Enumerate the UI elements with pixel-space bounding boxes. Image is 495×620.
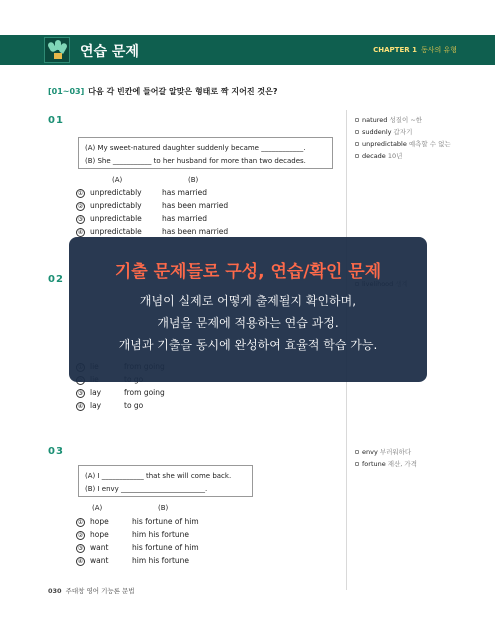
- vocab-item: [355, 150, 451, 162]
- answer-choice[interactable]: [76, 188, 208, 200]
- choice-number: ①: [77, 190, 84, 197]
- choice-a: want: [90, 543, 109, 552]
- vocab-word: decade: [362, 152, 386, 160]
- answer-choice[interactable]: [76, 401, 144, 413]
- vocab-word: envy: [362, 448, 378, 456]
- book-title: 주대창 영어 기능론 문법: [65, 587, 135, 595]
- vocab-word: natured: [362, 116, 388, 124]
- choice-a: lay: [90, 401, 102, 410]
- choice-a: unpredictably: [90, 201, 142, 210]
- choice-b: his fortune of him: [132, 543, 199, 552]
- choice-number: ③: [77, 216, 84, 223]
- page-footer: [48, 586, 135, 595]
- choice-a: lay: [90, 388, 102, 397]
- promo-overlay: [69, 237, 427, 382]
- chapter-label: [373, 45, 457, 55]
- overlay-title: 기출 문제들로 구성, 연습/확인 문제: [114, 262, 382, 282]
- choice-b: to go: [124, 401, 144, 410]
- vocab-word: unpredictable: [362, 140, 407, 148]
- question-box: [78, 465, 253, 497]
- vocab-meaning: 예측할 수 없는: [408, 140, 451, 148]
- vocab-meaning: 재산, 가격: [387, 460, 417, 468]
- page-title: 연습 문제: [80, 44, 139, 60]
- question-line: (A) I ____________ that she will come back.: [85, 472, 232, 480]
- overlay-line: 개념이 실제로 어떻게 출제될지 확인하며,: [139, 294, 357, 308]
- question-line: (A) My sweet-natured daughter suddenly became ____________.: [85, 144, 306, 152]
- choice-b: has married: [162, 188, 208, 197]
- chapter-subtitle: 동사의 유형: [420, 46, 457, 54]
- vocab-meaning: 성질이 ~한: [389, 116, 423, 124]
- vocab-item: [355, 458, 417, 470]
- question-line: (B) I envy ________________________.: [85, 485, 208, 493]
- question-number: 02: [48, 274, 64, 285]
- choice-b: him his fortune: [132, 556, 190, 565]
- vocab-word: suddenly: [362, 128, 392, 136]
- choice-number: ②: [77, 203, 84, 210]
- vocab-meaning: 부러워하다: [379, 448, 412, 456]
- answer-choice[interactable]: [76, 214, 208, 226]
- plant-icon: [44, 37, 70, 63]
- choice-a: want: [90, 556, 109, 565]
- column-header-b: (B): [158, 504, 169, 512]
- choice-b: has married: [162, 214, 208, 223]
- answer-choice[interactable]: [76, 388, 165, 400]
- chapter-header: [0, 35, 495, 65]
- overlay-line: 개념을 문제에 적용하는 연습 과정.: [157, 316, 339, 330]
- column-header-a: (A): [112, 176, 123, 184]
- vocab-item: [355, 114, 451, 126]
- page-number: 030: [48, 587, 62, 595]
- vocab-list: [355, 446, 417, 470]
- choice-number: ④: [77, 558, 84, 565]
- choice-number: ②: [77, 532, 84, 539]
- choice-a: unpredictable: [90, 214, 142, 223]
- vocab-item: [355, 446, 417, 458]
- answer-choice[interactable]: [76, 201, 229, 213]
- question-number: 01: [48, 115, 64, 126]
- overlay-line: 개념과 기출을 동시에 완성하여 효율적 학습 가능.: [118, 338, 378, 352]
- question-number: 03: [48, 446, 64, 457]
- question-line: (B) She ___________ to her husband for more than two decades.: [85, 157, 306, 165]
- choice-b: has been married: [162, 227, 229, 236]
- choice-number: ④: [77, 229, 84, 236]
- chapter-number: CHAPTER 1: [373, 46, 417, 54]
- vocab-item: [355, 138, 451, 150]
- instruction: [48, 86, 278, 97]
- choice-b: has been married: [162, 201, 229, 210]
- answer-choice[interactable]: [76, 556, 190, 568]
- answer-choice[interactable]: [76, 530, 190, 542]
- vocab-meaning: 10년: [387, 152, 403, 160]
- vocab-word: fortune: [362, 460, 386, 468]
- choice-b: him his fortune: [132, 530, 190, 539]
- column-header-b: (B): [188, 176, 199, 184]
- choice-number: ③: [77, 390, 84, 397]
- choice-number: ①: [77, 519, 84, 526]
- vocab-list: [355, 114, 451, 162]
- choice-b: his fortune of him: [132, 517, 199, 526]
- choice-a: hope: [90, 517, 109, 526]
- choice-a: hope: [90, 530, 109, 539]
- instruction-text: 다음 각 빈칸에 들어갈 알맞은 형태로 짝 지어진 것은?: [88, 87, 278, 96]
- choice-a: unpredictably: [90, 188, 142, 197]
- column-header-a: (A): [92, 504, 103, 512]
- choice-number: ③: [77, 545, 84, 552]
- choice-number: ④: [77, 403, 84, 410]
- question-box: [78, 137, 333, 169]
- question-range: [01~03]: [48, 87, 85, 96]
- vocab-item: [355, 126, 451, 138]
- choice-a: unpredictable: [90, 227, 142, 236]
- vocab-meaning: 갑자기: [393, 128, 413, 136]
- choice-b: from going: [124, 388, 165, 397]
- answer-choice[interactable]: [76, 543, 199, 555]
- answer-choice[interactable]: [76, 517, 199, 529]
